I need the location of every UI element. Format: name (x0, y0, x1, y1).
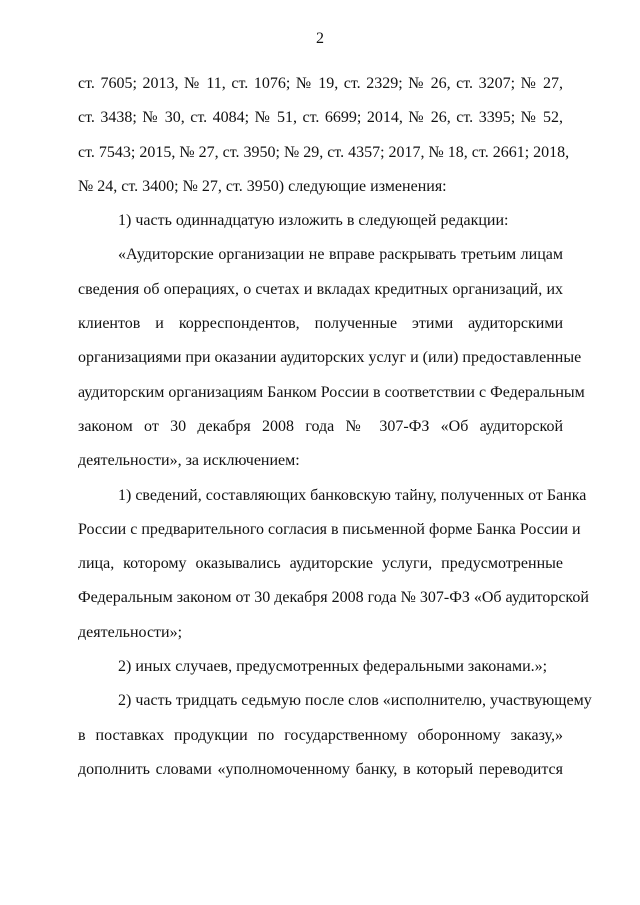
text-line: № 24, ст. 3400; № 27, ст. 3950) следующие изменения: (78, 177, 447, 195)
text-line: организациями при оказании аудиторских услуг и (или) предоставленные (78, 349, 582, 367)
text-line: 2) иных случаев, предусмотренных федеральными законами.»; (118, 658, 548, 676)
text-line: ст. 7605; 2013, № 11, ст. 1076; № 19, ст. 2329; № 26, ст. 3207; № 27, (78, 75, 563, 92)
text-line: 1) сведений, составляющих банковскую тайну, полученных от Банка (118, 486, 587, 504)
text-line: 1) часть одиннадцатую изложить в следующей редакции: (118, 212, 509, 230)
text-line: лица, которому оказывались аудиторские услуги, предусмотренные (78, 555, 563, 573)
document-body (78, 67, 592, 787)
text-line: деятельности»; (78, 623, 183, 641)
page-number: 2 (316, 30, 324, 47)
text-line: ст. 3438; № 30, ст. 4084; № 51, ст. 6699; 2014, № 26, ст. 3395; № 52, (78, 109, 563, 127)
text-line: деятельности», за исключением: (78, 452, 300, 470)
text-line: клиентов и корреспондентов, полученные этими аудиторскими (78, 315, 563, 333)
text-line: сведения об операциях, о счетах и вкладах кредитных организаций, их (78, 280, 563, 298)
text-line: Федеральным законом от 30 декабря 2008 года № 307-ФЗ «Об аудиторской (78, 589, 589, 607)
text-line: законом от 30 декабря 2008 года № 307-ФЗ «Об аудиторской (78, 417, 563, 435)
text-line: дополнить словами «уполномоченному банку, в который переводится (78, 760, 563, 778)
text-line: «Аудиторские организации не вправе раскрывать третьим лицам (118, 246, 563, 264)
text-line: аудиторским организациям Банком России в соответствии с Федеральным (78, 383, 585, 401)
text-line: ст. 7543; 2015, № 27, ст. 3950; № 29, ст. 4357; 2017, № 18, ст. 2661; 2018, (78, 143, 570, 161)
text-line: в поставках продукции по государственному оборонному заказу,» (78, 726, 563, 744)
text-line: России с предварительного согласия в письменной форме Банка России и (78, 520, 581, 538)
text-line: 2) часть тридцать седьмую после слов «исполнителю, участвующему (118, 692, 592, 710)
